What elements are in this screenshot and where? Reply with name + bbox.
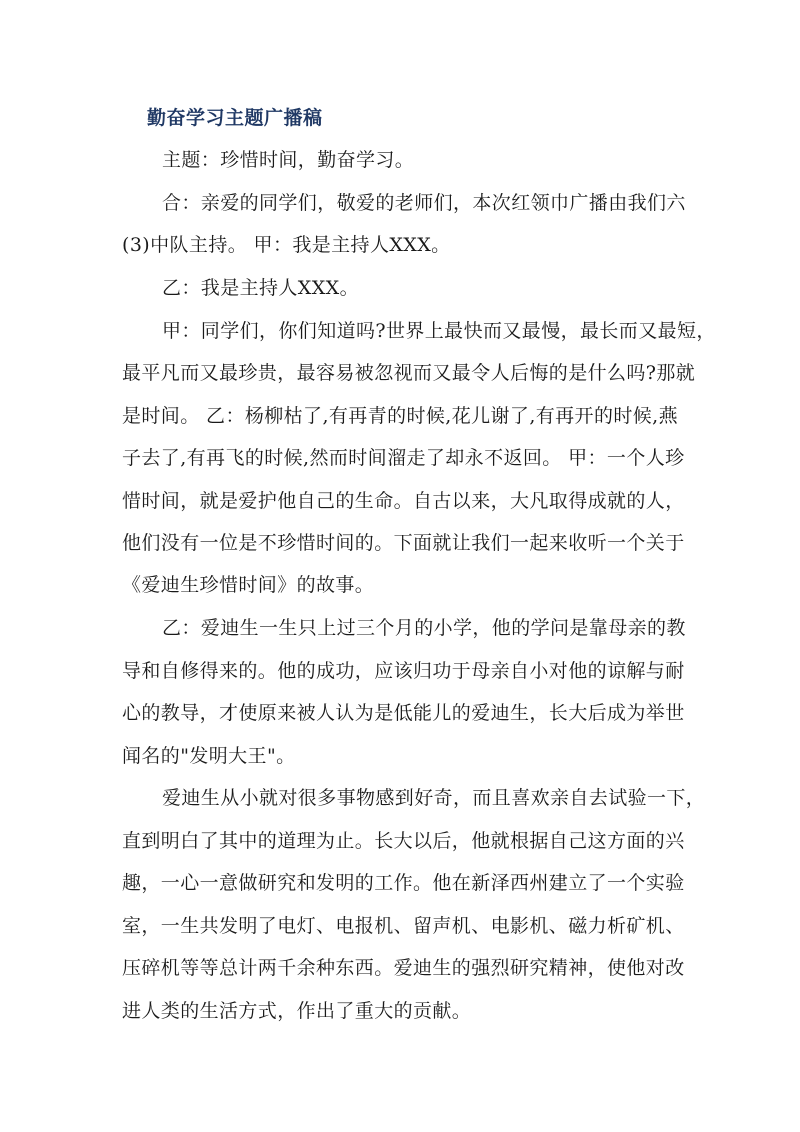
paragraph-line: 是时间。 乙：杨柳枯了,有再青的时候,花儿谢了,有再开的时候,燕	[122, 405, 678, 427]
paragraph-line: 惜时间，就是爱护他自己的生命。自古以来，大凡取得成就的人，	[122, 490, 685, 512]
paragraph-line: 闻名的"发明大王"。	[122, 745, 296, 767]
paragraph-line: 最平凡而又最珍贵，最容易被忽视而又最令人后悔的是什么吗?那就	[122, 362, 696, 384]
paragraph-line: 趣，一心一意做研究和发明的工作。他在新泽西州建立了一个实验	[122, 872, 685, 894]
paragraph-line: 子去了,有再飞的时候,然而时间溜走了却永不返回。 甲：一个人珍	[122, 447, 685, 469]
paragraph-line: 他们没有一位是不珍惜时间的。下面就让我们一起来收听一个关于	[122, 532, 685, 554]
paragraph-line: 乙：我是主持人XXX。	[162, 277, 359, 299]
paragraph-line: 乙：爱迪生一生只上过三个月的小学，他的学问是靠母亲的教	[162, 617, 686, 639]
paragraph-line: 心的教导，才使原来被人认为是低能儿的爱迪生，长大后成为举世	[122, 702, 685, 724]
paragraph-line: 爱迪生从小就对很多事物感到好奇，而且喜欢亲自去试验一下，	[162, 787, 706, 809]
paragraph-line: 室，一生共发明了电灯、电报机、留声机、电影机、磁力析矿机、	[122, 915, 685, 937]
paragraph-line: (3)中队主持。 甲：我是主持人XXX。	[122, 234, 451, 256]
paragraph-line: 直到明白了其中的道理为止。长大以后，他就根据自己这方面的兴	[122, 830, 685, 852]
paragraph-line: 导和自修得来的。他的成功，应该归功于母亲自小对他的谅解与耐	[122, 660, 685, 682]
paragraph-line: 压碎机等等总计两千余种东西。爱迪生的强烈研究精神，使他对改	[122, 957, 685, 979]
paragraph-line: 甲：同学们，你们知道吗?世界上最快而又最慢，最长而又最短，	[162, 320, 716, 342]
paragraph-line: 进人类的生活方式，作出了重大的贡献。	[122, 1000, 472, 1022]
document-title: 勤奋学习主题广播稿	[147, 107, 323, 129]
paragraph-line: 主题：珍惜时间，勤奋学习。	[162, 149, 415, 171]
paragraph-line: 《爱迪生珍惜时间》的故事。	[122, 574, 375, 596]
paragraph-line: 合：亲爱的同学们，敬爱的老师们，本次红领巾广播由我们六	[162, 192, 686, 214]
